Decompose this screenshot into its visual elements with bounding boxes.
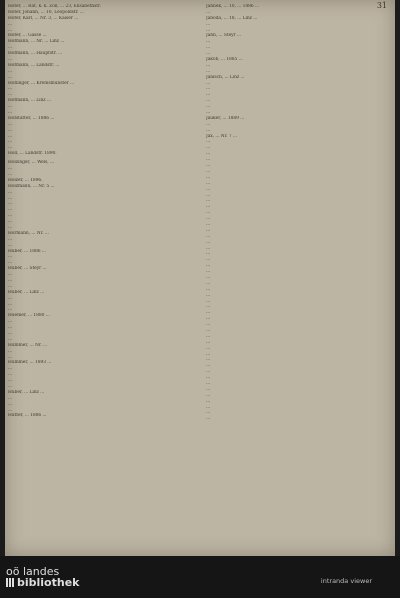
entry-line: ...: [206, 251, 211, 257]
entry-line: ...: [8, 336, 13, 342]
entry-line: ...: [8, 57, 13, 63]
entry-line: ...: [8, 213, 13, 219]
entry-line: Jahoda, ... 18, ... Linz ...: [206, 15, 258, 21]
scanned-page: [5, 0, 395, 556]
entry-line: Hummer, ... Nr. ...: [8, 342, 48, 348]
entry-line: ...: [206, 51, 211, 57]
entry-line: ...: [8, 110, 13, 116]
entry-line: ...: [206, 369, 211, 375]
entry-line: Hofer, Johann, ... 10, Leopoldstr. ...: [8, 9, 84, 15]
entry-line: ...: [8, 254, 13, 260]
entry-line: ...: [206, 62, 211, 68]
entry-line: Hofstätter, ... 1886 ...: [8, 115, 55, 121]
entry-line: ...: [206, 198, 211, 204]
entry-line: ...: [206, 45, 211, 51]
entry-line: ...: [206, 174, 211, 180]
right-column: [206, 4, 388, 422]
entry-line: ...: [206, 381, 211, 386]
entry-line: ...: [8, 348, 13, 354]
entry-line: ...: [206, 386, 211, 392]
page-number: 31: [376, 1, 387, 10]
entry-line: ...: [206, 233, 211, 239]
entry-line: ...: [206, 163, 211, 169]
entry-line: ...: [8, 74, 13, 80]
entry-line: ...: [8, 395, 13, 401]
entry-line: Hummer, ... 1893 ...: [8, 360, 52, 366]
entry-line: ...: [206, 216, 211, 222]
entry-line: ...: [206, 292, 211, 298]
entry-line: ...: [206, 139, 211, 145]
entry-line: ...: [8, 366, 13, 372]
library-logo[interactable]: [6, 566, 79, 589]
entry-line: ...: [206, 121, 211, 127]
entry-line: ...: [206, 127, 211, 133]
entry-line: ...: [206, 410, 211, 416]
entry-line: ...: [206, 345, 211, 351]
entry-line: ...: [206, 92, 211, 98]
entry-line: Hoflinger, ... Kremsmünster ...: [8, 80, 75, 86]
entry-line: ...: [206, 333, 211, 339]
entry-line: ...: [206, 363, 211, 369]
entry-line: ...: [206, 316, 211, 322]
entry-line: ...: [8, 104, 13, 110]
entry-line: ...: [206, 298, 211, 304]
entry-line: ...: [206, 257, 211, 263]
entry-line: Holzmann, ... Nr. 5 ...: [8, 183, 55, 189]
entry-line: ...: [8, 139, 13, 145]
entry-line: Holzer, ... 1896.: [8, 177, 43, 183]
entry-line: ...: [206, 375, 211, 381]
entry-line: ...: [206, 145, 211, 151]
entry-line: ...: [206, 39, 211, 45]
entry-line: ...: [206, 404, 211, 410]
entry-line: ...: [206, 168, 211, 174]
entry-line: Hofmann, ... Nr. ... Linz ...: [8, 39, 65, 45]
entry-line: Janisch, ... Linz ...: [206, 74, 245, 80]
entry-line: ...: [8, 260, 13, 266]
entry-line: Jakob, ... 1885 ...: [206, 57, 243, 63]
entry-line: ...: [206, 327, 211, 333]
entry-line: ...: [206, 263, 211, 269]
entry-line: ...: [206, 239, 211, 245]
entry-line: Huber, ... Linz ...: [8, 289, 45, 295]
entry-line: Huber, ... Steyr ...: [8, 266, 47, 272]
entry-line: ...: [8, 224, 13, 230]
entry-line: ...: [8, 384, 13, 389]
logo-line-1: oö landes: [6, 565, 60, 578]
entry-line: ...: [8, 171, 13, 177]
entry-line: ...: [8, 401, 13, 407]
entry-line: ...: [8, 325, 13, 331]
entry-line: ...: [8, 27, 13, 33]
entry-line: Huber, ... Linz ...: [8, 389, 45, 395]
entry-line: ...: [206, 86, 211, 92]
entry-line: ...: [8, 201, 13, 207]
entry-line: ...: [8, 145, 13, 151]
entry-line: ...: [206, 280, 211, 286]
entry-line: ...: [8, 207, 13, 213]
entry-line: ...: [8, 307, 13, 313]
entry-line: ...: [8, 45, 13, 51]
entry-line: ...: [206, 398, 211, 404]
entry-line: ...: [206, 186, 211, 192]
entry-line: ...: [8, 378, 13, 384]
entry-line: ...: [206, 416, 211, 422]
entry-line: ...: [206, 98, 211, 104]
entry-line: ...: [206, 210, 211, 216]
entry-line: ...: [8, 121, 13, 127]
entry-line: ...: [8, 372, 13, 378]
entry-line: Hörmann, ... Nr. ...: [8, 230, 49, 236]
entry-line: Huber, ... 1886 ...: [8, 248, 46, 254]
entry-line: ...: [8, 354, 13, 360]
entry-line: ...: [206, 304, 211, 310]
entry-line: Hofer, ... Gasse ...: [8, 33, 47, 39]
entry-line: Jahnek, ... 10, ... 1886 ...: [206, 4, 259, 9]
entry-line: ...: [206, 245, 211, 251]
entry-line: ...: [8, 68, 13, 74]
entry-line: Holl, ... Landstr. 1890.: [8, 151, 57, 157]
entry-line: Hofer, Karl, ... Nr. 3, ... Kaiser ...: [8, 15, 79, 21]
entry-line: ...: [206, 9, 211, 15]
entry-line: ...: [206, 227, 211, 233]
entry-line: ...: [8, 283, 13, 289]
entry-line: ...: [206, 392, 211, 398]
entry-line: ...: [8, 301, 13, 307]
entry-line: ...: [206, 322, 211, 328]
entry-line: ...: [8, 92, 13, 98]
entry-line: ...: [8, 195, 13, 201]
entry-line: ...: [206, 221, 211, 227]
entry-line: ...: [206, 286, 211, 292]
entry-line: ...: [8, 236, 13, 242]
entry-line: Hofmann, ... Landstr. ...: [8, 62, 60, 68]
entry-line: Holzinger, ... Wels, ...: [8, 160, 55, 166]
entry-line: ...: [8, 133, 13, 139]
entry-line: ...: [206, 204, 211, 210]
entry-line: ...: [8, 319, 13, 325]
entry-line: ...: [8, 277, 13, 283]
entry-line: ...: [8, 330, 13, 336]
entry-line: ...: [8, 242, 13, 248]
entry-line: ...: [8, 166, 13, 172]
entry-line: ...: [206, 110, 211, 116]
entry-line: Jauker, ... 1889 ...: [206, 115, 245, 121]
entry-line: ...: [206, 80, 211, 86]
entry-line: ...: [206, 68, 211, 74]
entry-line: ...: [206, 357, 211, 363]
entry-line: ...: [8, 189, 13, 195]
entry-line: ...: [8, 127, 13, 133]
entry-line: ...: [8, 219, 13, 225]
entry-line: ...: [206, 192, 211, 198]
entry-line: ...: [206, 339, 211, 345]
entry-line: ...: [8, 272, 13, 278]
entry-line: ...: [8, 407, 13, 413]
logo-bars-icon: [6, 578, 15, 587]
viewer-label: intranda viewer: [320, 577, 372, 585]
entry-line: Jahn, ... Steyr ...: [206, 33, 241, 39]
entry-line: Höfer, ... Rat, k. k. Zoll, ... 23, Elisabethstr.: [8, 4, 101, 9]
logo-line-2: bibliothek: [17, 576, 80, 589]
entry-line: ...: [8, 21, 13, 27]
entry-line: ...: [206, 351, 211, 357]
entry-line: ...: [206, 274, 211, 280]
entry-line: ...: [206, 310, 211, 316]
entry-line: ...: [206, 104, 211, 110]
entry-line: Hutter, ... 1886 ...: [8, 413, 47, 419]
entry-line: ...: [8, 86, 13, 92]
entry-line: Hofmann, ... Linz ...: [8, 98, 51, 104]
entry-line: ...: [206, 180, 211, 186]
entry-line: ...: [206, 269, 211, 275]
entry-line: ...: [206, 157, 211, 163]
entry-line: ...: [206, 27, 211, 33]
entry-line: Huemer, ... 1880 ...: [8, 313, 50, 319]
entry-line: Jax, ... Nr. 7 ...: [206, 133, 237, 139]
entry-line: Hofmann, ... Hauptstr. ...: [8, 51, 63, 57]
entry-line: ...: [8, 295, 13, 301]
entry-line: ...: [206, 151, 211, 157]
left-column: [8, 4, 190, 419]
entry-line: ...: [206, 21, 211, 27]
